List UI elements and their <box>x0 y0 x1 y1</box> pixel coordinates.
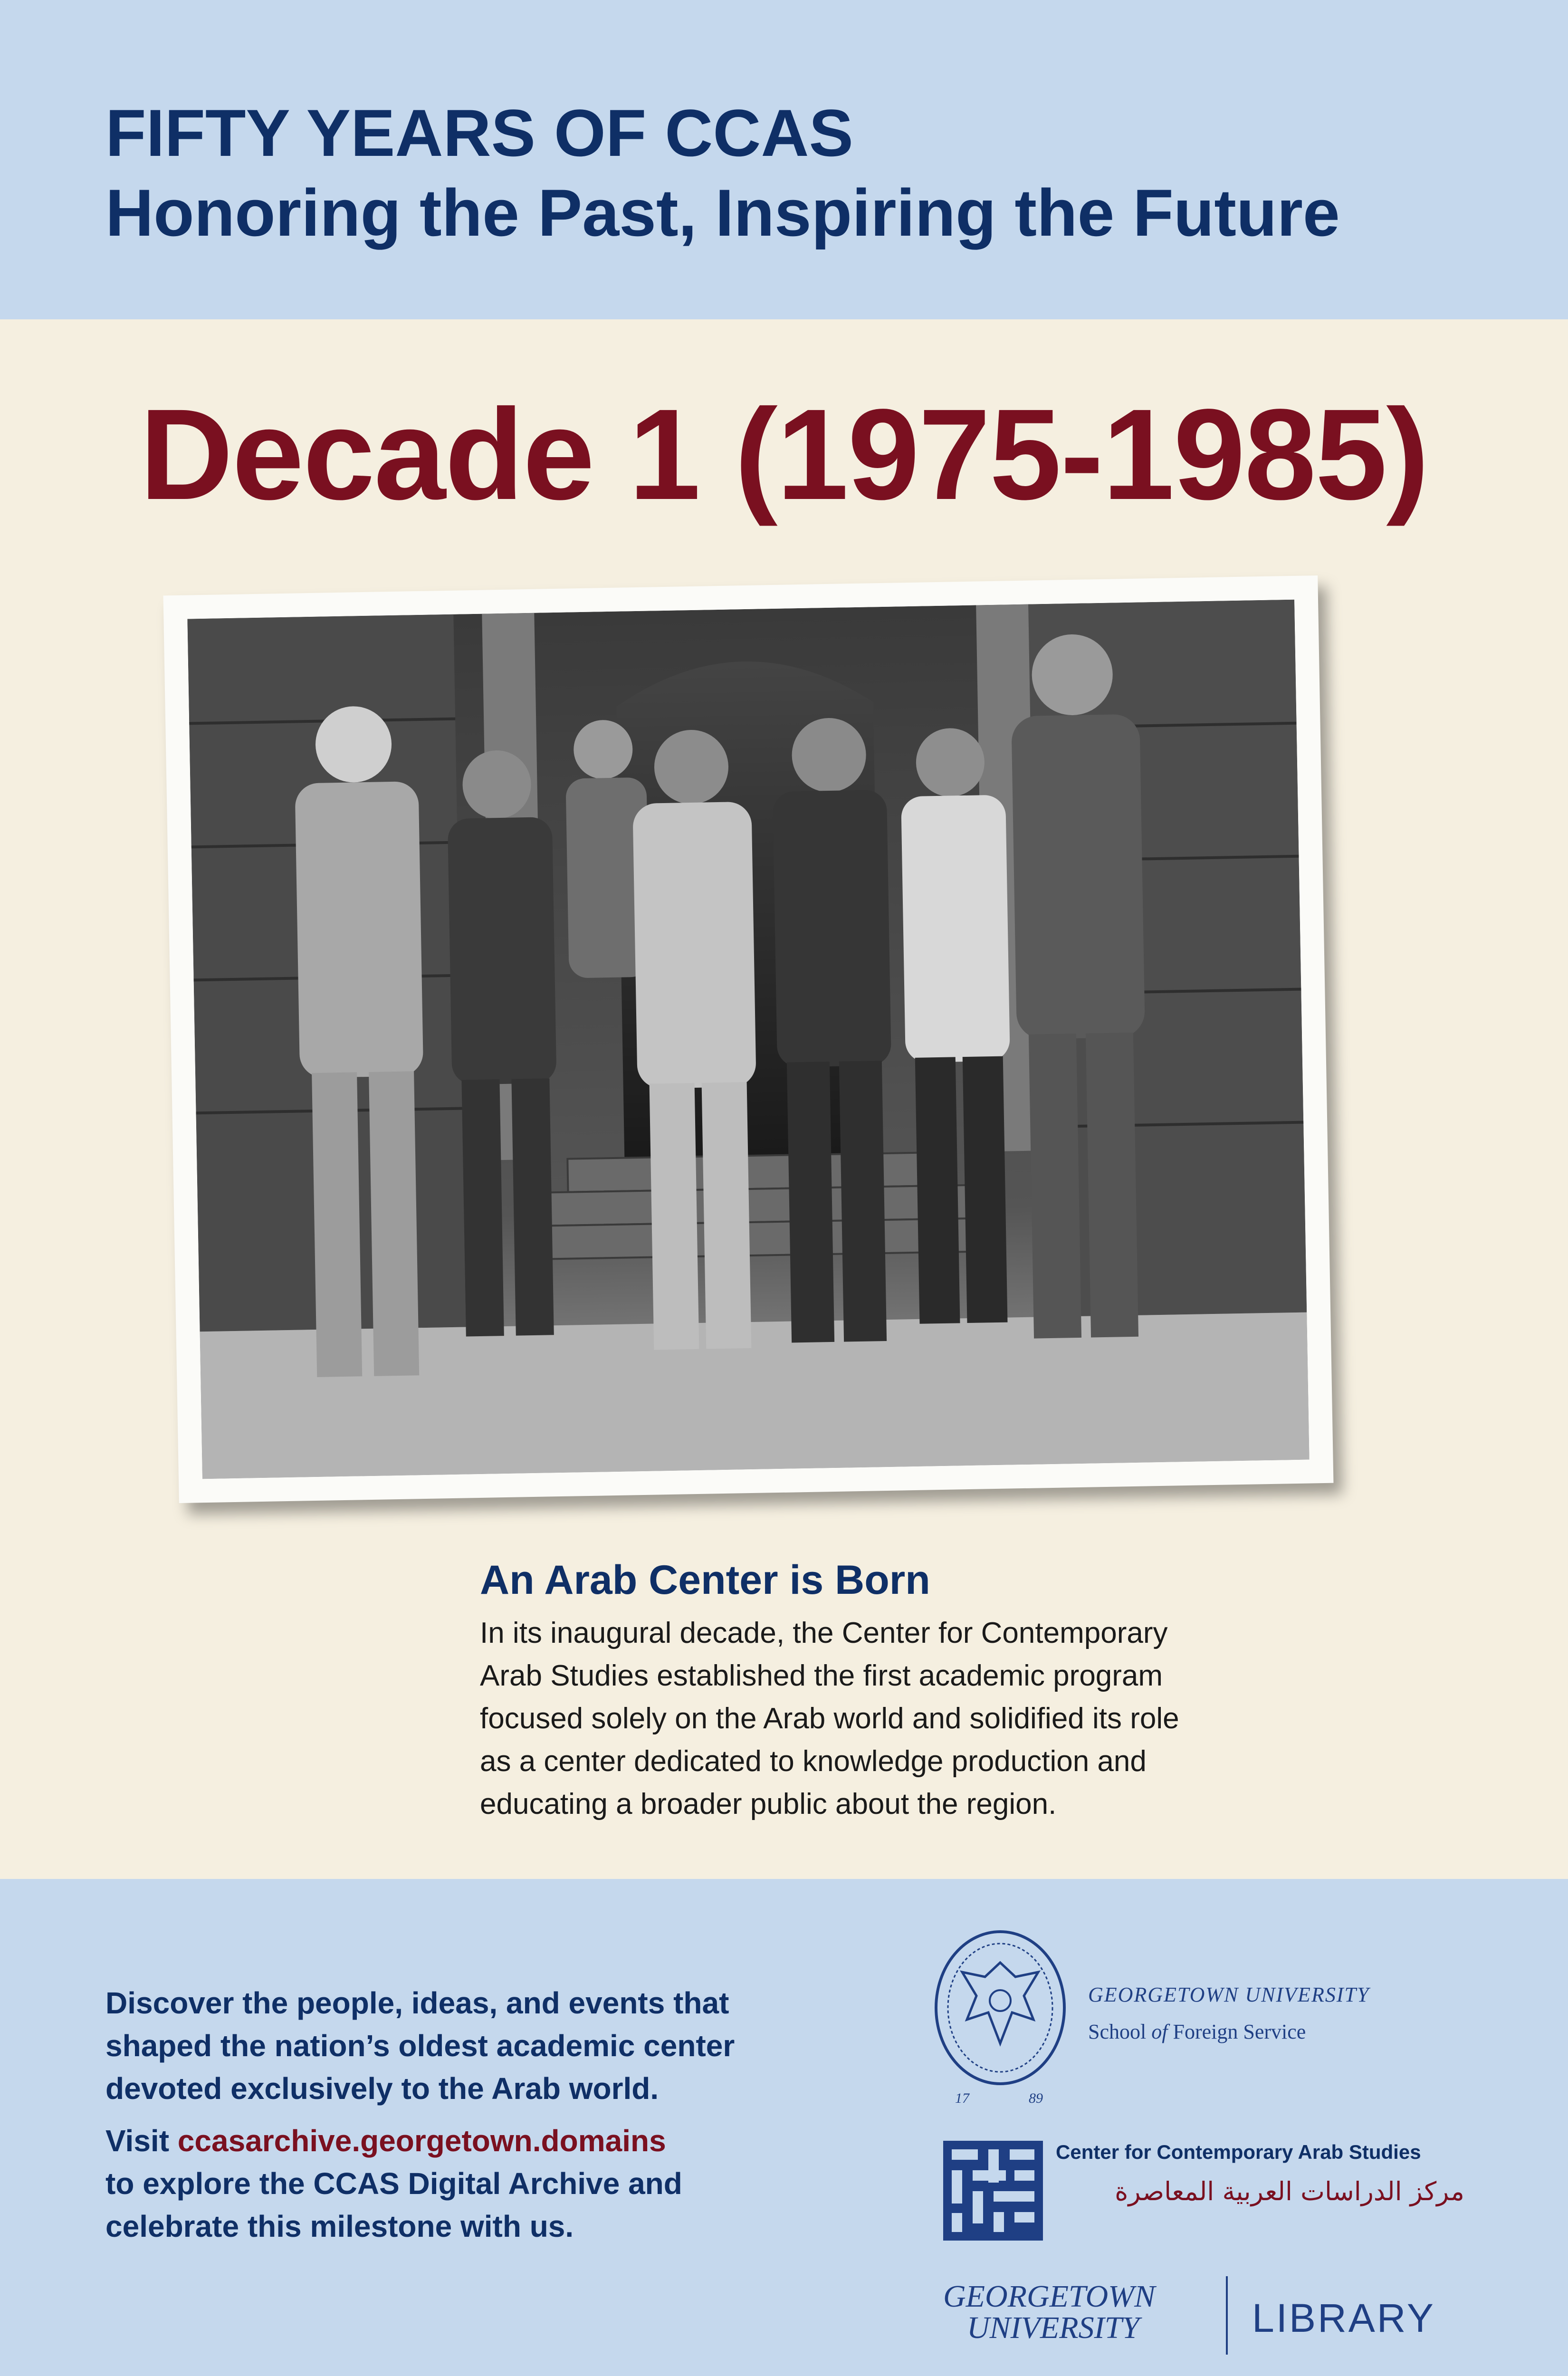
visit-prefix: Visit <box>105 2124 178 2158</box>
header-title: FIFTY YEARS OF CCAS <box>105 96 853 170</box>
gu-school-prefix: School <box>1088 2020 1152 2043</box>
gu-school-suffix: Foreign Service <box>1167 2020 1306 2043</box>
visit-line: celebrate this milestone with us. <box>105 2209 574 2243</box>
gu-name: GEORGETOWN UNIVERSITY <box>1088 1983 1370 2006</box>
group-photo-image <box>187 600 1309 1479</box>
historical-photo <box>163 575 1334 1503</box>
caption-body <box>480 1612 1406 1826</box>
visit-line <box>105 2119 913 2162</box>
header-band <box>0 0 1568 319</box>
library-label: LIBRARY <box>1252 2296 1435 2340</box>
library-gu-wordmark <box>943 2281 1155 2344</box>
library-gu-line2: UNIVERSITY <box>967 2310 1139 2345</box>
caption-line: In its inaugural decade, the Center for Contemporary <box>480 1617 1168 1649</box>
promo-text <box>105 1982 913 2110</box>
seal-year-left: 17 <box>955 2090 969 2106</box>
ccas-english-name: Center for Contemporary Arab Studies <box>1056 2141 1421 2163</box>
caption-line: as a center dedicated to knowledge production and <box>480 1745 1147 1778</box>
promo-line: devoted exclusively to the Arab world. <box>105 2071 659 2106</box>
caption-line: Arab Studies established the first academic program <box>480 1659 1163 1692</box>
library-gu-line1: GEORGETOWN <box>943 2279 1156 2314</box>
visit-text <box>105 2119 913 2248</box>
georgetown-seal-icon <box>929 1925 1071 2115</box>
caption-title: An Arab Center is Born <box>480 1557 930 1603</box>
caption-line: educating a broader public about the region. <box>480 1788 1057 1820</box>
visit-line: to explore the CCAS Digital Archive and <box>105 2166 682 2201</box>
gu-school-of: of <box>1151 2020 1168 2043</box>
archive-link[interactable]: ccasarchive.georgetown.domains <box>177 2124 666 2158</box>
decade-title: Decade 1 (1975-1985) <box>139 382 1428 527</box>
library-divider <box>1226 2276 1228 2355</box>
ccas-logo-icon <box>943 2141 1043 2241</box>
promo-line: shaped the nation’s oldest academic center <box>105 2029 735 2063</box>
caption-line: focused solely on the Arab world and solidified its role <box>480 1702 1179 1735</box>
ccas-arabic-name: مركز الدراسات العربية المعاصرة <box>1115 2176 1464 2206</box>
promo-line: Discover the people, ideas, and events that <box>105 1986 729 2020</box>
seal-year-right: 89 <box>1029 2090 1043 2106</box>
gu-school <box>1088 2020 1306 2044</box>
header-subtitle: Honoring the Past, Inspiring the Future <box>105 175 1340 250</box>
